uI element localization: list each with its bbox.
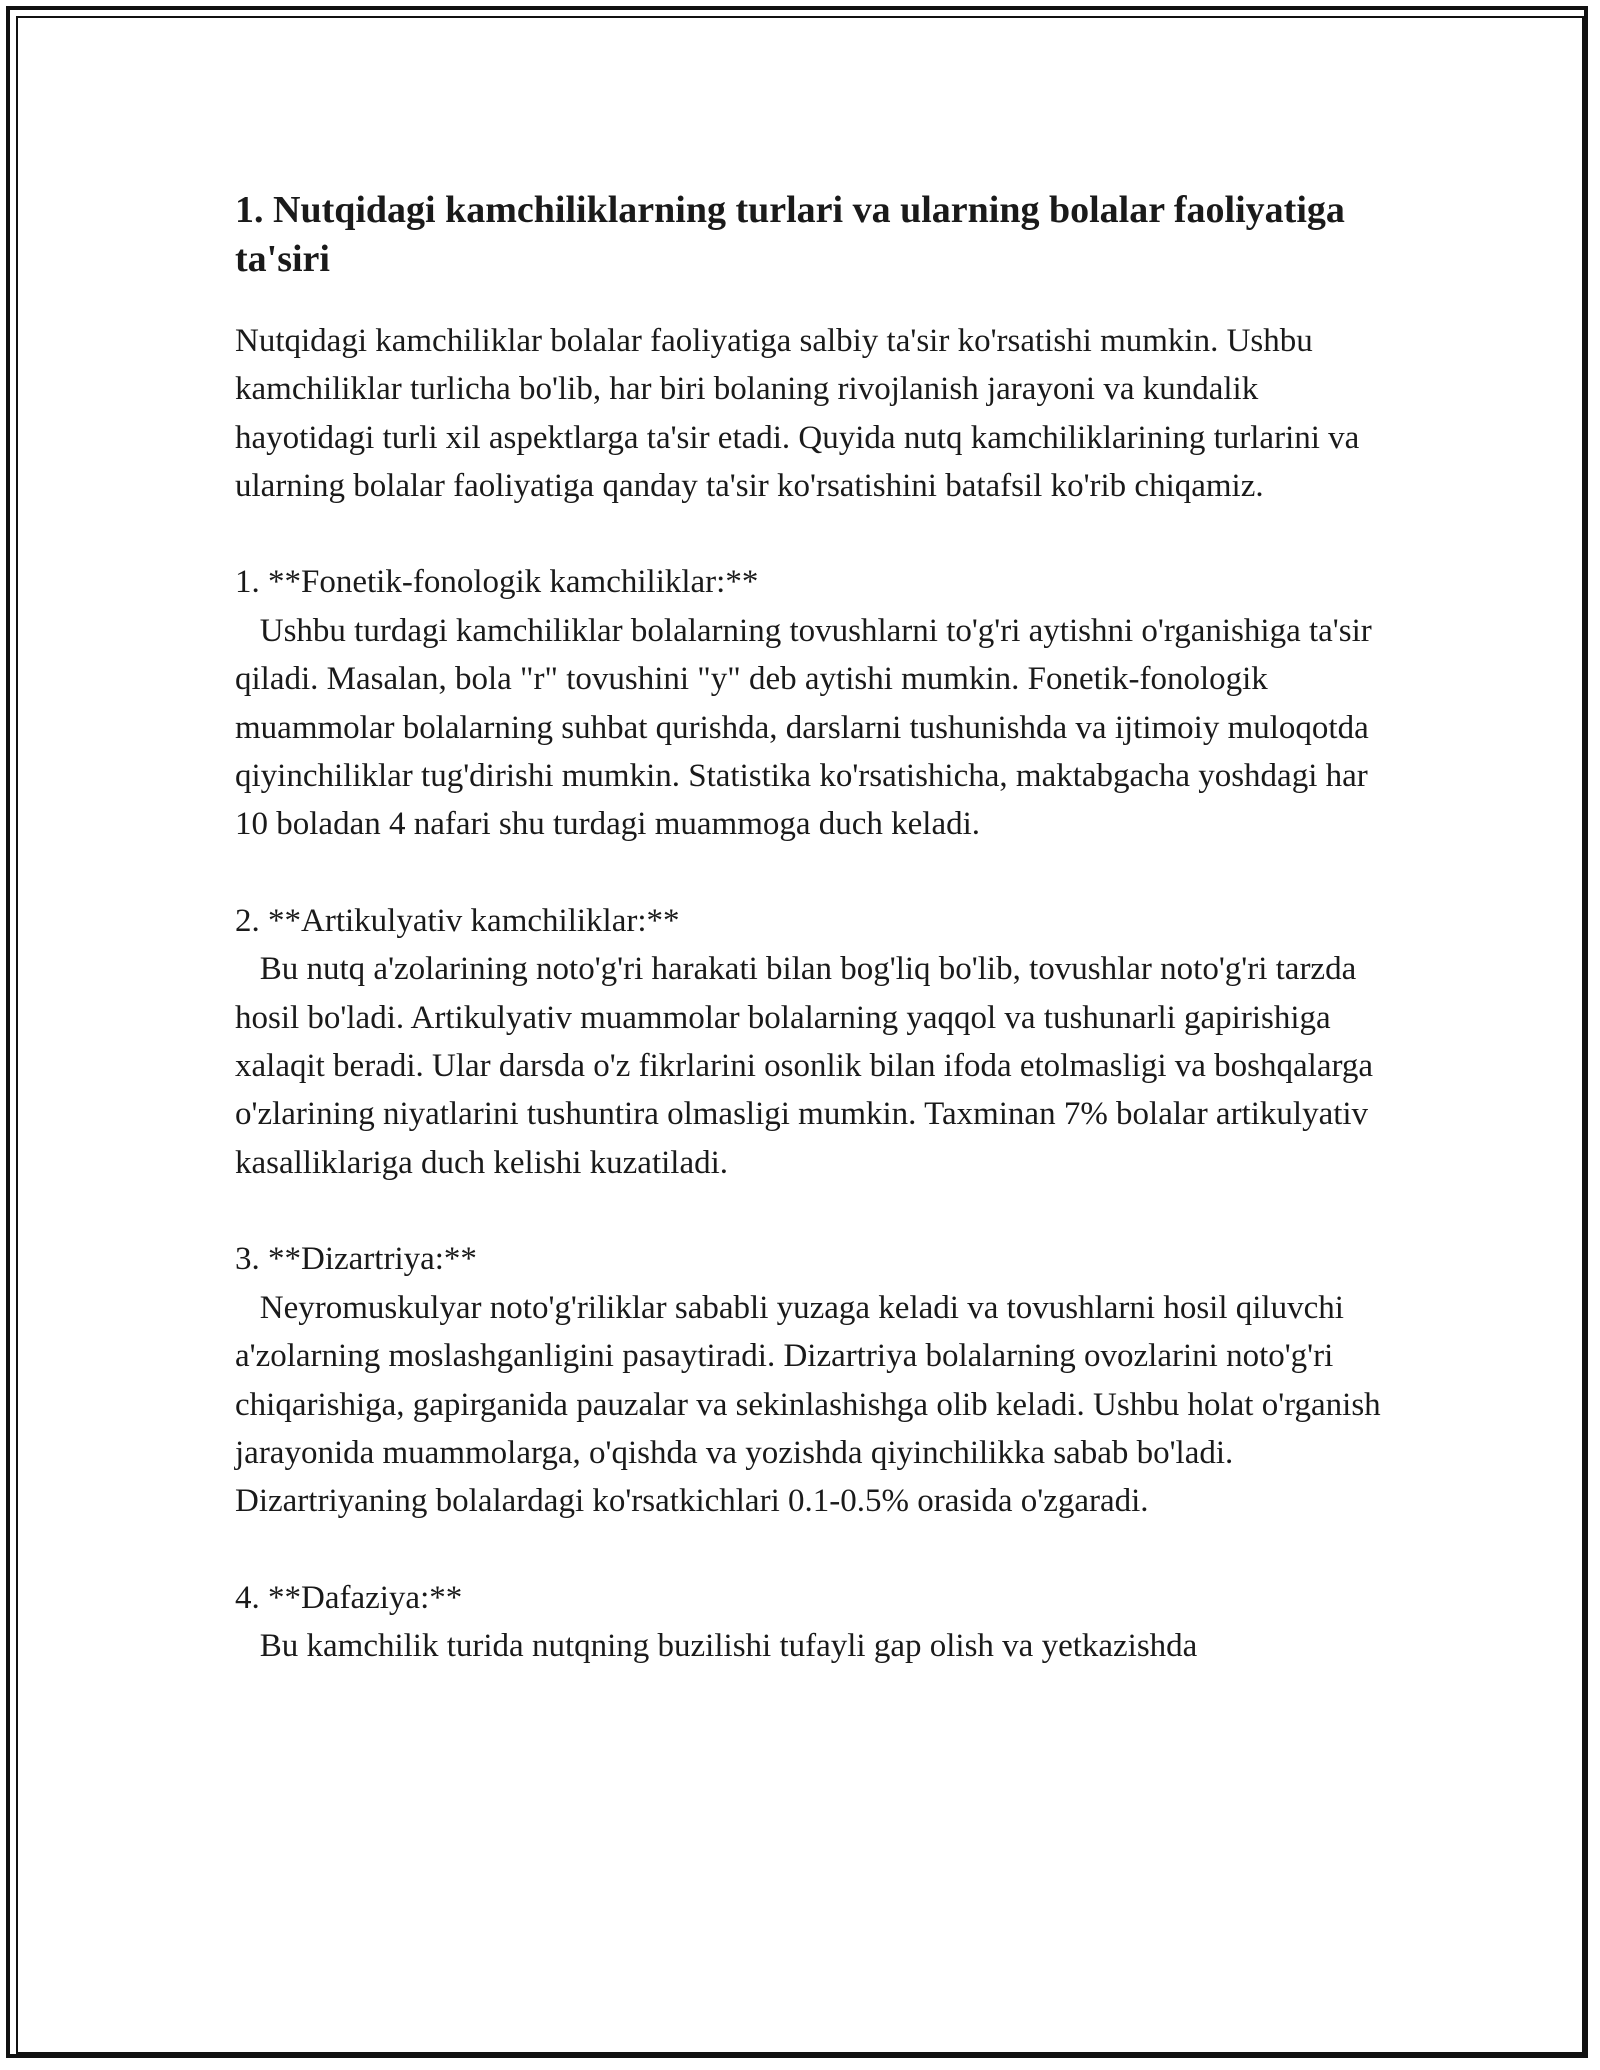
section-4-heading: 4. **Dafaziya:** [235,1579,463,1616]
section-3-body: Neyromuskulyar noto'g'riliklar sababli yuzaga keladi va tovushlarni hosil qiluvchi a'zolarning moslashganligini pasaytiradi. Dizartriya bolalarning ovozlarini noto'g'ri chiqarishiga, gapirganida pauzalar va sekinlashishga olib keladi. Ushbu holat o'rganish jarayonida muammolarga, o'qishda va yozishda qiyinchilikka sabab bo'ladi. Dizartriyaning bolalardagi ko'rsatkichlari 0.1-0.5% orasida o'zgaradi. [235,1289,1389,1520]
document-page [235,186,1389,1671]
paragraph-gap [235,510,1385,558]
paragraph-gap [235,1187,1385,1235]
document-title: 1. Nutqidagi kamchiliklarning turlari va ularning bolalar faoliyatiga ta'siri [235,189,1345,281]
section-4-body: Bu kamchilik turida nutqning buzilishi tufayli gap olish va yetkazishda [235,1628,1198,1665]
section-3-heading: 3. **Dizartriya:** [235,1241,477,1278]
paragraph-gap [235,849,1385,897]
intro-paragraph: Nutqidagi kamchiliklar bolalar faoliyatiga salbiy ta'sir ko'rsatishi mumkin. Ushbu kamchiliklar turlicha bo'lib, har biri bolaning rivojlanish jarayoni va kundalik hayotidagi turli xil aspektlarga ta'sir etadi. Quyida nutq kamchiliklarining turlarini va ularning bolalar faoliyatiga qanday ta'sir ko'rsatishini batafsil ko'rib chiqamiz. [235,322,1368,504]
section-2-heading: 2. **Artikulyativ kamchiliklar:** [235,902,680,939]
section-1-body: Ushbu turdagi kamchiliklar bolalarning tovushlarni to'g'ri aytishni o'rganishiga ta'sir qiladi. Masalan, bola "r" tovushini "y" deb aytishi mumkin. Fonetik-fonologik muammolar bolalarning suhbat qurishda, darslarni tushunishda va ijtimoiy muloqotda qiyinchiliklar tug'dirishi mumkin. Statistika ko'rsatishicha, maktabgacha yoshdagi har 10 boladan 4 nafari shu turdagi muammoga duch keladi. [235,612,1380,843]
section-1-heading: 1. **Fonetik-fonologik kamchiliklar:** [235,564,759,601]
paragraph-gap [235,1526,1385,1574]
section-2-body: Bu nutq a'zolarining noto'g'ri harakati bilan bog'liq bo'lib, tovushlar noto'g'ri tarzda hosil bo'ladi. Artikulyativ muammolar bolalarning yaqqol va tushunarli gapirishiga xalaqit beradi. Ular darsda o'z fikrlarini osonlik bilan ifoda etolmasligi va boshqalarga o'zlarining niyatlarini tushuntira olmasligi mumkin. Taxminan 7% bolalar artikulyativ kasalliklariga duch kelishi kuzatiladi. [235,951,1382,1181]
